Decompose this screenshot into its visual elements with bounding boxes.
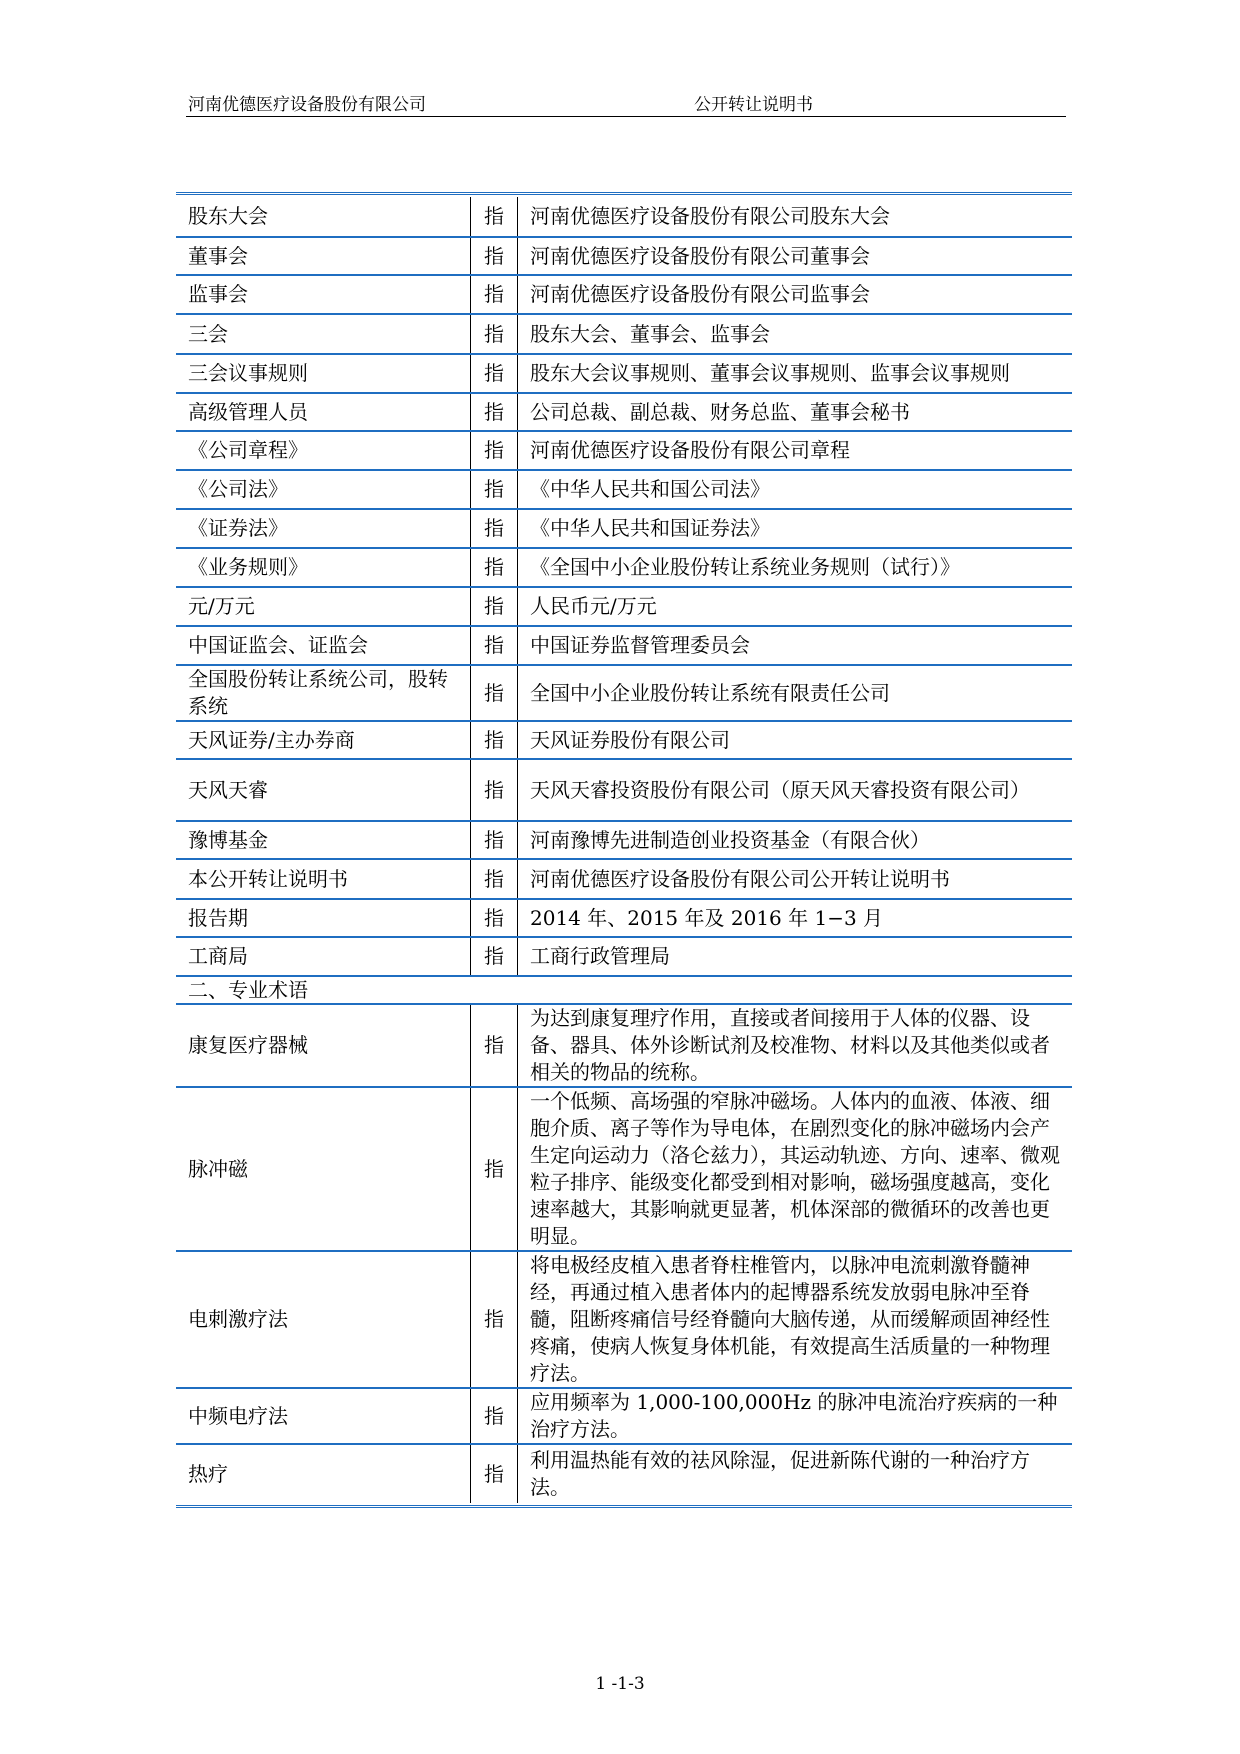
glossary-term: 康复医疗器械 — [176, 1004, 471, 1087]
glossary-zhi: 指 — [471, 237, 518, 275]
glossary-term: 《业务规则》 — [176, 548, 471, 587]
glossary-row — [176, 665, 1072, 721]
glossary-zhi: 指 — [471, 1444, 518, 1503]
glossary-zhi: 指 — [471, 393, 518, 431]
glossary-row — [176, 899, 1072, 937]
glossary-definition: 利用温热能有效的祛风除湿，促进新陈代谢的一种治疗方法。 — [518, 1444, 1073, 1503]
section-heading-row — [176, 976, 1072, 1004]
glossary-zhi: 指 — [471, 314, 518, 354]
glossary-zhi: 指 — [471, 626, 518, 665]
section-title: 二、专业术语 — [176, 976, 1072, 1004]
glossary-term: 天风证券/主办券商 — [176, 721, 471, 759]
glossary-definition: 股东大会、董事会、监事会 — [518, 314, 1073, 354]
glossary-definition: 将电极经皮植入患者脊柱椎管内，以脉冲电流刺激脊髓神经，再通过植入患者体内的起博器系统发放弱电脉冲至脊髓，阻断疼痛信号经脊髓向大脑传递，从而缓解顽固神经性疼痛，使病人恢复身体机能，有效提高生活质量的一种物理疗法。 — [518, 1251, 1073, 1388]
glossary-definition: 工商行政管理局 — [518, 937, 1073, 976]
glossary-term: 《公司章程》 — [176, 431, 471, 470]
glossary-term: 高级管理人员 — [176, 393, 471, 431]
glossary-zhi: 指 — [471, 759, 518, 821]
glossary-row — [176, 759, 1072, 821]
glossary-term: 中频电疗法 — [176, 1388, 471, 1444]
glossary-term: 脉冲磁 — [176, 1087, 471, 1251]
page-number: 1 -1-3 — [595, 1674, 645, 1694]
glossary-definition: 应用频率为 1,000-100,000Hz 的脉冲电流治疗疾病的一种治疗方法。 — [518, 1388, 1073, 1444]
glossary-definition: 2014 年、2015 年及 2016 年 1−3 月 — [518, 899, 1073, 937]
glossary-row — [176, 275, 1072, 314]
glossary-zhi: 指 — [471, 354, 518, 393]
glossary-row — [176, 1087, 1072, 1251]
glossary-term: 全国股份转让系统公司，股转系统 — [176, 665, 471, 721]
glossary-definition: 公司总裁、副总裁、财务总监、董事会秘书 — [518, 393, 1073, 431]
glossary-zhi: 指 — [471, 275, 518, 314]
glossary-row — [176, 197, 1072, 237]
glossary-row — [176, 821, 1072, 859]
glossary-term: 豫博基金 — [176, 821, 471, 859]
glossary-definition: 《中华人民共和国证券法》 — [518, 509, 1073, 548]
glossary-row — [176, 587, 1072, 626]
glossary-definition: 河南优德医疗设备股份有限公司章程 — [518, 431, 1073, 470]
glossary-zhi: 指 — [471, 587, 518, 626]
glossary-zhi: 指 — [471, 197, 518, 237]
glossary-term: 电刺激疗法 — [176, 1251, 471, 1388]
glossary-definition: 河南豫博先进制造创业投资基金（有限合伙） — [518, 821, 1073, 859]
glossary-definition: 股东大会议事规则、董事会议事规则、监事会议事规则 — [518, 354, 1073, 393]
glossary-term: 《公司法》 — [176, 470, 471, 509]
glossary-definition: 天风证券股份有限公司 — [518, 721, 1073, 759]
header-company-name: 河南优德医疗设备股份有限公司 — [188, 95, 426, 115]
glossary-row — [176, 859, 1072, 899]
glossary-zhi: 指 — [471, 859, 518, 899]
glossary-zhi: 指 — [471, 470, 518, 509]
glossary-zhi: 指 — [471, 1251, 518, 1388]
glossary-definition: 河南优德医疗设备股份有限公司董事会 — [518, 237, 1073, 275]
glossary-row — [176, 721, 1072, 759]
glossary-definition: 一个低频、高场强的窄脉冲磁场。人体内的血液、体液、细胞介质、离子等作为导电体，在剧烈变化的脉冲磁场内会产生定向运动力（洛仑兹力），其运动轨迹、方向、速率、微观粒子排序、能级变化都受到相对影响，磁场强度越高，变化速率越大，其影响就更显著，机体深部的微循环的改善也更明显。 — [518, 1087, 1073, 1251]
glossary-zhi: 指 — [471, 899, 518, 937]
glossary-row — [176, 431, 1072, 470]
header-document-title: 公开转让说明书 — [694, 95, 813, 115]
glossary-zhi: 指 — [471, 821, 518, 859]
glossary-row — [176, 1444, 1072, 1503]
glossary-term: 三会议事规则 — [176, 354, 471, 393]
glossary-term: 热疗 — [176, 1444, 471, 1503]
glossary-definition: 为达到康复理疗作用，直接或者间接用于人体的仪器、设备、器具、体外诊断试剂及校准物、材料以及其他类似或者相关的物品的统称。 — [518, 1004, 1073, 1087]
glossary-definition: 河南优德医疗设备股份有限公司股东大会 — [530, 204, 890, 228]
glossary-zhi: 指 — [471, 1388, 518, 1444]
page-header — [186, 88, 1066, 117]
glossary-term: 《证券法》 — [176, 509, 471, 548]
glossary-table-body — [176, 197, 1072, 1503]
glossary-term: 股东大会 — [188, 204, 268, 228]
glossary-zhi: 指 — [471, 665, 518, 721]
glossary-zhi: 指 — [471, 1004, 518, 1087]
glossary-term: 中国证监会、证监会 — [176, 626, 471, 665]
glossary-zhi: 指 — [471, 509, 518, 548]
glossary-definition: 全国中小企业股份转让系统有限责任公司 — [518, 665, 1073, 721]
glossary-term: 报告期 — [176, 899, 471, 937]
glossary-row — [176, 237, 1072, 275]
glossary-term: 三会 — [176, 314, 471, 354]
glossary-row — [176, 626, 1072, 665]
glossary-definition: 《中华人民共和国公司法》 — [518, 470, 1073, 509]
glossary-term: 元/万元 — [176, 587, 471, 626]
glossary-term: 董事会 — [176, 237, 471, 275]
glossary-definition: 《全国中小企业股份转让系统业务规则（试行）》 — [518, 548, 1073, 587]
glossary-table — [176, 192, 1072, 1508]
glossary-term: 工商局 — [176, 937, 471, 976]
glossary-term: 监事会 — [176, 275, 471, 314]
glossary-term: 天风天睿 — [176, 759, 471, 821]
glossary-definition: 天风天睿投资股份有限公司（原天风天睿投资有限公司） — [518, 759, 1073, 821]
glossary-row — [176, 937, 1072, 976]
glossary-zhi: 指 — [471, 721, 518, 759]
glossary-term: 本公开转让说明书 — [176, 859, 471, 899]
glossary-zhi: 指 — [471, 937, 518, 976]
glossary-row — [176, 1004, 1072, 1087]
glossary-zhi: 指 — [471, 548, 518, 587]
glossary-row — [176, 393, 1072, 431]
glossary-definition: 河南优德医疗设备股份有限公司公开转让说明书 — [518, 859, 1073, 899]
glossary-row — [176, 354, 1072, 393]
glossary-zhi: 指 — [471, 431, 518, 470]
glossary-definition: 人民币元/万元 — [518, 587, 1073, 626]
glossary-row — [176, 314, 1072, 354]
glossary-definition: 中国证券监督管理委员会 — [518, 626, 1073, 665]
glossary-zhi: 指 — [471, 1087, 518, 1251]
glossary-row — [176, 1388, 1072, 1444]
glossary-row — [176, 509, 1072, 548]
glossary-row — [176, 470, 1072, 509]
glossary-definition: 河南优德医疗设备股份有限公司监事会 — [518, 275, 1073, 314]
glossary-row — [176, 1251, 1072, 1388]
glossary-row — [176, 548, 1072, 587]
